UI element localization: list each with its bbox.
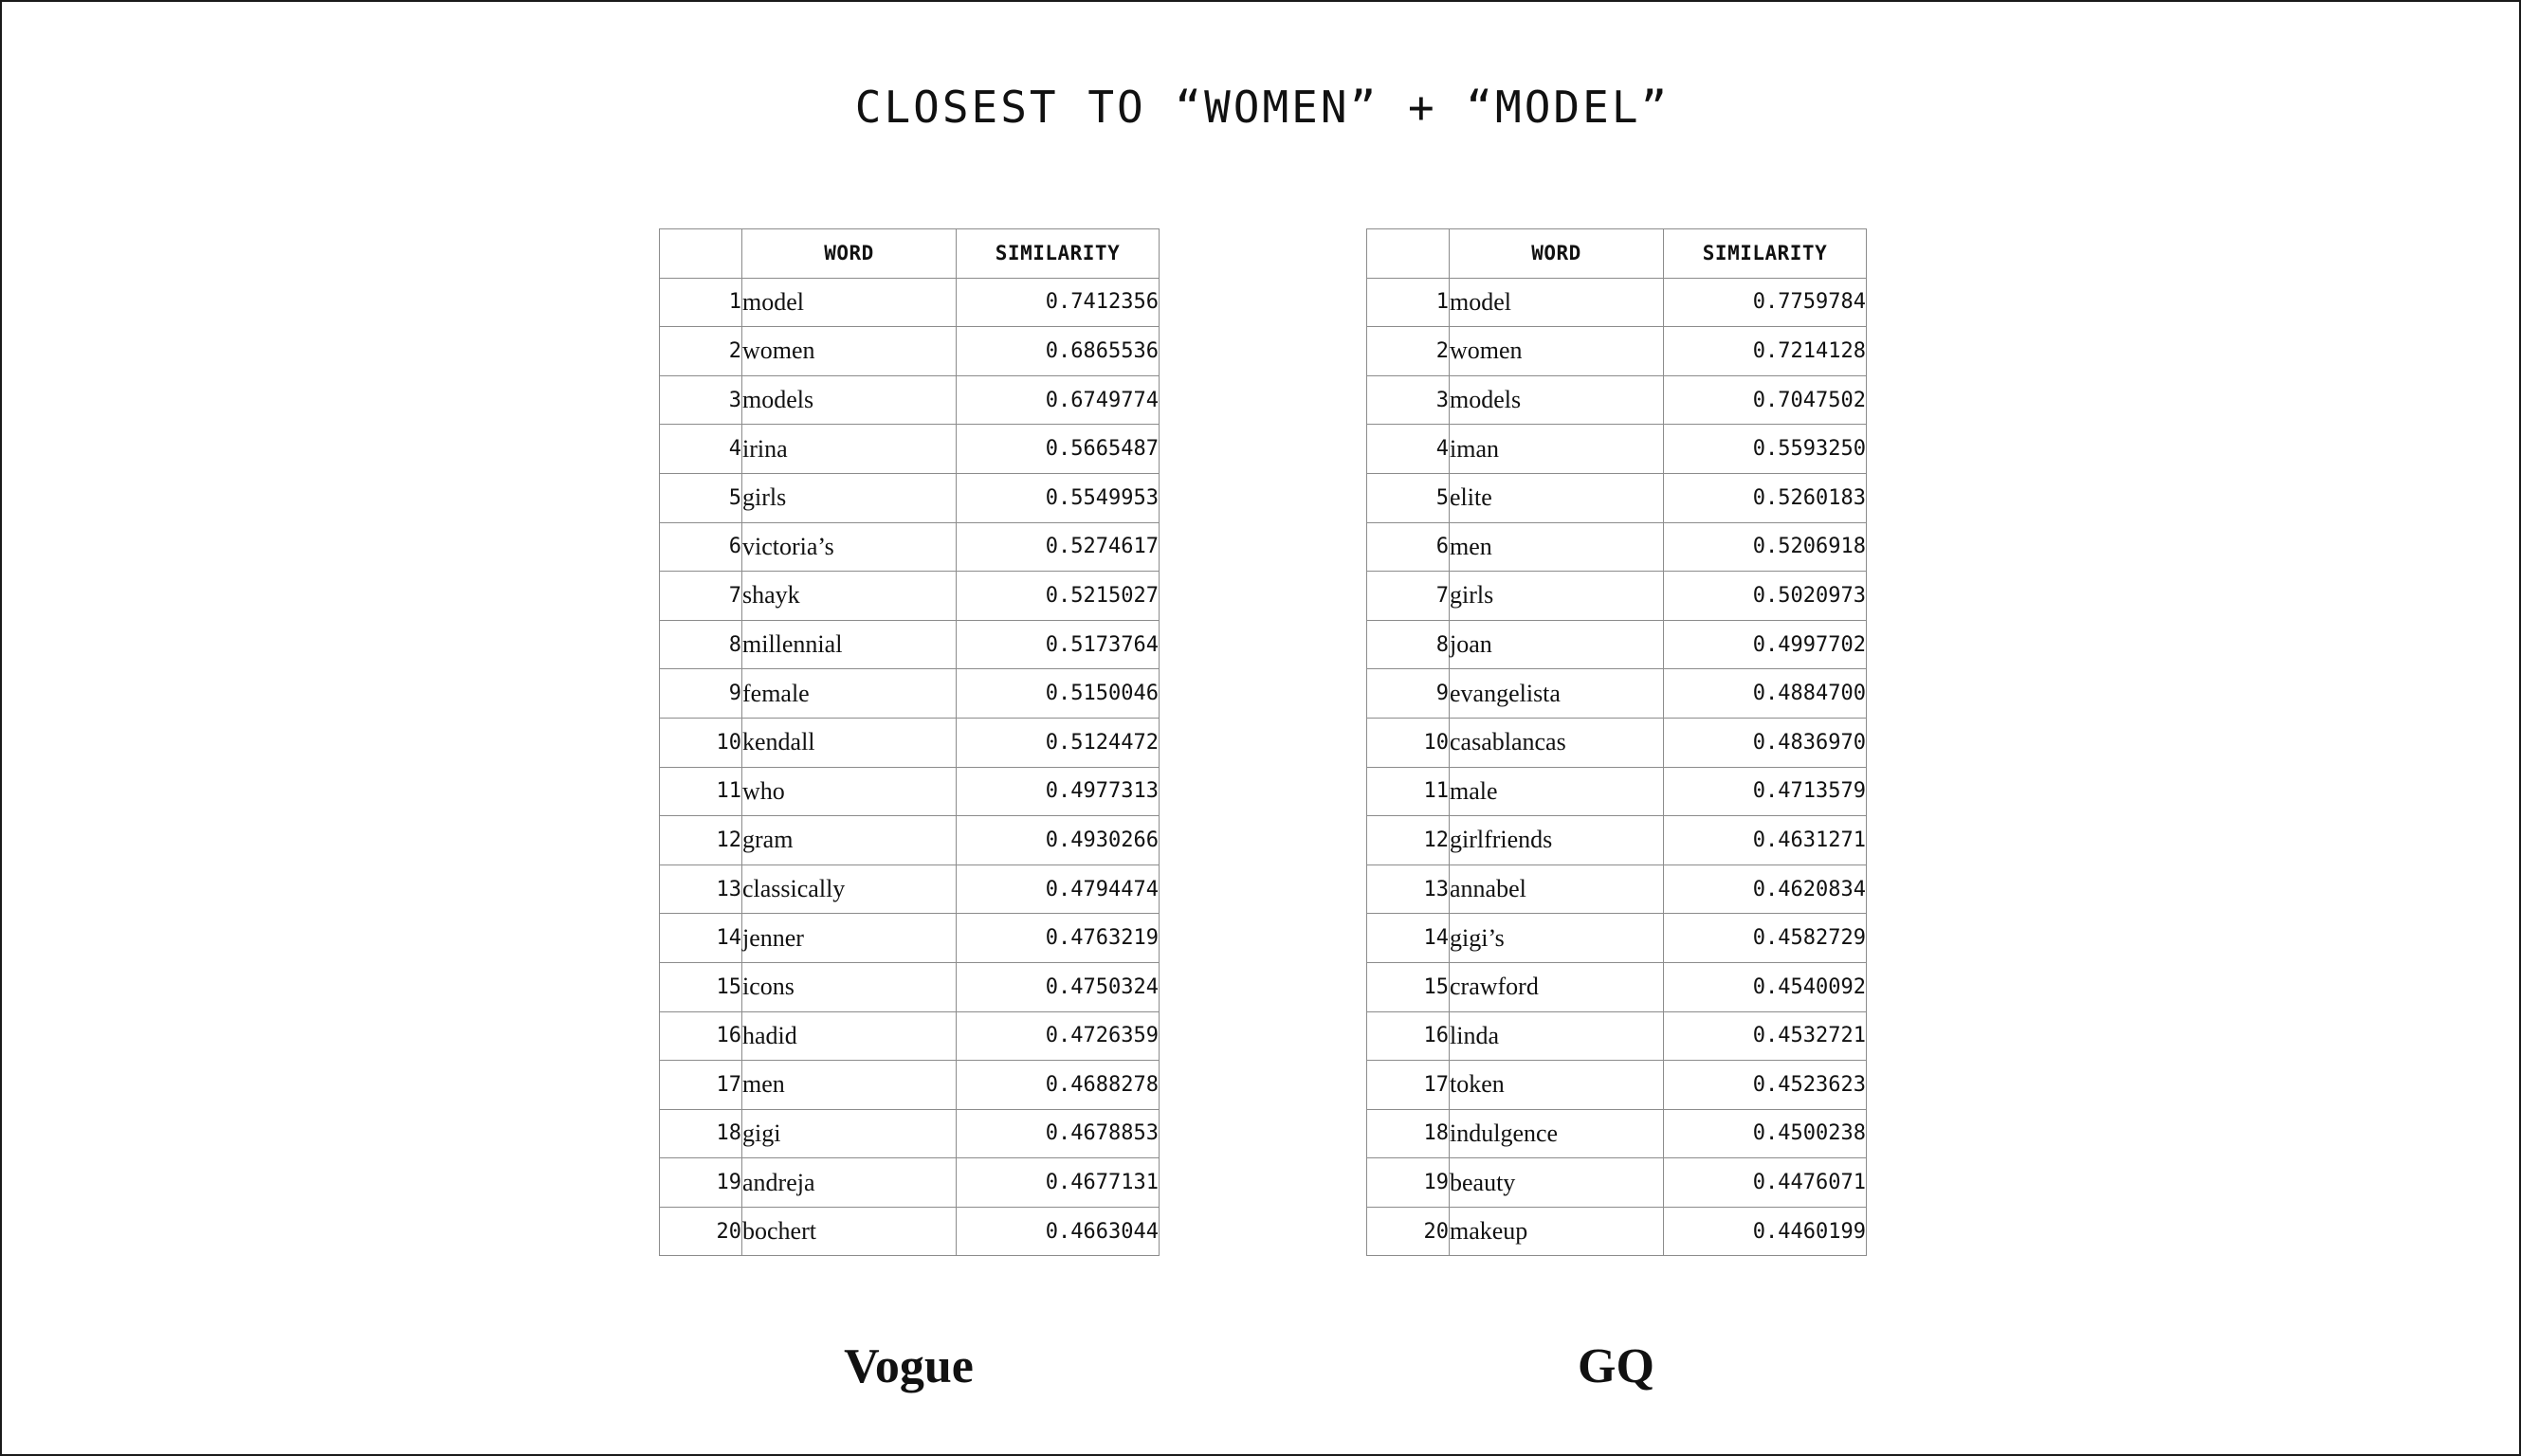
word-cell: women — [742, 327, 957, 376]
rank-cell: 13 — [1367, 864, 1450, 914]
table-row — [660, 327, 1160, 376]
word-cell: bochert — [742, 1207, 957, 1256]
table-row — [1367, 816, 1867, 865]
similarity-cell: 0.4678853 — [957, 1109, 1160, 1158]
rank-cell: 4 — [1367, 425, 1450, 474]
rank-cell: 17 — [660, 1061, 742, 1110]
similarity-cell: 0.5215027 — [957, 572, 1160, 621]
table-row — [1367, 425, 1867, 474]
similarity-column-header: SIMILARITY — [957, 229, 1160, 279]
rank-cell: 10 — [1367, 718, 1450, 767]
word-cell: female — [742, 669, 957, 719]
similarity-cell: 0.5150046 — [957, 669, 1160, 719]
rank-cell: 13 — [660, 864, 742, 914]
rank-cell: 1 — [660, 278, 742, 327]
word-cell: who — [742, 767, 957, 816]
table-row — [1367, 962, 1867, 1011]
word-cell: joan — [1450, 620, 1664, 669]
similarity-cell: 0.4997702 — [1664, 620, 1867, 669]
similarity-cell: 0.4523623 — [1664, 1061, 1867, 1110]
word-cell: gigi’s — [1450, 914, 1664, 963]
word-cell: men — [1450, 522, 1664, 572]
similarity-cell: 0.4930266 — [957, 816, 1160, 865]
chart-title: CLOSEST TO “WOMEN” + “MODEL” — [854, 82, 1671, 133]
table-row — [660, 864, 1160, 914]
rank-cell: 7 — [660, 572, 742, 621]
similarity-column-header: SIMILARITY — [1664, 229, 1867, 279]
table-row — [660, 914, 1160, 963]
rank-cell: 14 — [1367, 914, 1450, 963]
vogue-similarity-table — [659, 228, 1160, 1256]
rank-cell: 9 — [660, 669, 742, 719]
table-row — [1367, 620, 1867, 669]
word-cell: evangelista — [1450, 669, 1664, 719]
rank-cell: 18 — [660, 1109, 742, 1158]
table-row — [1367, 1207, 1867, 1256]
rank-cell: 15 — [660, 962, 742, 1011]
similarity-cell: 0.5260183 — [1664, 473, 1867, 522]
similarity-cell: 0.7759784 — [1664, 278, 1867, 327]
similarity-cell: 0.4476071 — [1664, 1158, 1867, 1208]
word-cell: male — [1450, 767, 1664, 816]
table-row — [660, 1011, 1160, 1061]
rank-cell: 5 — [660, 473, 742, 522]
rank-cell: 6 — [660, 522, 742, 572]
word-cell: makeup — [1450, 1207, 1664, 1256]
similarity-cell: 0.4540092 — [1664, 962, 1867, 1011]
similarity-cell: 0.4582729 — [1664, 914, 1867, 963]
rank-cell: 16 — [660, 1011, 742, 1061]
similarity-cell: 0.4532721 — [1664, 1011, 1867, 1061]
rank-cell: 14 — [660, 914, 742, 963]
word-column-header: WORD — [1450, 229, 1664, 279]
gq-similarity-table — [1366, 228, 1867, 1256]
table-row — [660, 375, 1160, 425]
rank-cell: 6 — [1367, 522, 1450, 572]
word-cell: girlfriends — [1450, 816, 1664, 865]
table-row — [1367, 718, 1867, 767]
table-row — [660, 816, 1160, 865]
similarity-cell: 0.4663044 — [957, 1207, 1160, 1256]
similarity-cell: 0.5020973 — [1664, 572, 1867, 621]
rank-cell: 11 — [660, 767, 742, 816]
table-header-row — [1367, 229, 1867, 279]
word-cell: crawford — [1450, 962, 1664, 1011]
table-row — [1367, 864, 1867, 914]
word-cell: women — [1450, 327, 1664, 376]
word-cell: jenner — [742, 914, 957, 963]
rank-cell: 10 — [660, 718, 742, 767]
rank-cell: 4 — [660, 425, 742, 474]
table-row — [660, 620, 1160, 669]
word-cell: indulgence — [1450, 1109, 1664, 1158]
rank-cell: 11 — [1367, 767, 1450, 816]
word-column-header: WORD — [742, 229, 957, 279]
similarity-cell: 0.4836970 — [1664, 718, 1867, 767]
similarity-cell: 0.6749774 — [957, 375, 1160, 425]
rank-cell: 19 — [1367, 1158, 1450, 1208]
word-cell: gram — [742, 816, 957, 865]
rank-cell: 19 — [660, 1158, 742, 1208]
table-header-row — [660, 229, 1160, 279]
rank-cell: 2 — [1367, 327, 1450, 376]
similarity-cell: 0.4794474 — [957, 864, 1160, 914]
similarity-cell: 0.5173764 — [957, 620, 1160, 669]
table-row — [660, 473, 1160, 522]
word-cell: classically — [742, 864, 957, 914]
similarity-cell: 0.6865536 — [957, 327, 1160, 376]
word-cell: iman — [1450, 425, 1664, 474]
similarity-cell: 0.5274617 — [957, 522, 1160, 572]
similarity-cell: 0.4631271 — [1664, 816, 1867, 865]
similarity-cell: 0.5124472 — [957, 718, 1160, 767]
rank-cell: 8 — [660, 620, 742, 669]
table-row — [1367, 1109, 1867, 1158]
word-cell: models — [742, 375, 957, 425]
rank-cell: 20 — [1367, 1207, 1450, 1256]
table-row — [1367, 278, 1867, 327]
rank-cell: 5 — [1367, 473, 1450, 522]
word-cell: beauty — [1450, 1158, 1664, 1208]
table-row — [660, 425, 1160, 474]
rank-cell: 2 — [660, 327, 742, 376]
word-cell: gigi — [742, 1109, 957, 1158]
similarity-cell: 0.7214128 — [1664, 327, 1867, 376]
similarity-cell: 0.4460199 — [1664, 1207, 1867, 1256]
rank-cell: 9 — [1367, 669, 1450, 719]
rank-column-header — [660, 229, 742, 279]
table-row — [660, 767, 1160, 816]
similarity-cell: 0.4713579 — [1664, 767, 1867, 816]
similarity-cell: 0.5549953 — [957, 473, 1160, 522]
word-cell: andreja — [742, 1158, 957, 1208]
word-cell: girls — [742, 473, 957, 522]
table-row — [1367, 914, 1867, 963]
similarity-cell: 0.4750324 — [957, 962, 1160, 1011]
rank-cell: 8 — [1367, 620, 1450, 669]
similarity-cell: 0.5206918 — [1664, 522, 1867, 572]
vogue-table-label: Vogue — [844, 1339, 974, 1393]
rank-cell: 17 — [1367, 1061, 1450, 1110]
similarity-cell: 0.5593250 — [1664, 425, 1867, 474]
table-row — [660, 522, 1160, 572]
rank-cell: 16 — [1367, 1011, 1450, 1061]
rank-cell: 15 — [1367, 962, 1450, 1011]
table-row — [1367, 669, 1867, 719]
table-row — [660, 718, 1160, 767]
similarity-cell: 0.5665487 — [957, 425, 1160, 474]
similarity-cell: 0.4620834 — [1664, 864, 1867, 914]
similarity-cell: 0.4688278 — [957, 1061, 1160, 1110]
table-row — [1367, 767, 1867, 816]
rank-cell: 3 — [1367, 375, 1450, 425]
word-cell: annabel — [1450, 864, 1664, 914]
table-row — [1367, 522, 1867, 572]
similarity-cell: 0.4500238 — [1664, 1109, 1867, 1158]
table-row — [1367, 572, 1867, 621]
table-row — [660, 572, 1160, 621]
table-row — [1367, 1061, 1867, 1110]
table-row — [660, 278, 1160, 327]
table-row — [660, 962, 1160, 1011]
rank-cell: 18 — [1367, 1109, 1450, 1158]
word-cell: models — [1450, 375, 1664, 425]
rank-cell: 3 — [660, 375, 742, 425]
word-cell: victoria’s — [742, 522, 957, 572]
table-row — [1367, 1011, 1867, 1061]
similarity-cell: 0.4977313 — [957, 767, 1160, 816]
word-cell: hadid — [742, 1011, 957, 1061]
rank-column-header — [1367, 229, 1450, 279]
table-row — [660, 1207, 1160, 1256]
word-cell: shayk — [742, 572, 957, 621]
rank-cell: 20 — [660, 1207, 742, 1256]
word-cell: girls — [1450, 572, 1664, 621]
word-cell: elite — [1450, 473, 1664, 522]
rank-cell: 1 — [1367, 278, 1450, 327]
word-cell: men — [742, 1061, 957, 1110]
word-cell: icons — [742, 962, 957, 1011]
rank-cell: 12 — [1367, 816, 1450, 865]
word-cell: casablancas — [1450, 718, 1664, 767]
word-cell: irina — [742, 425, 957, 474]
word-cell: model — [742, 278, 957, 327]
table-row — [1367, 473, 1867, 522]
table-row — [1367, 1158, 1867, 1208]
rank-cell: 12 — [660, 816, 742, 865]
table-row — [660, 1061, 1160, 1110]
rank-cell: 7 — [1367, 572, 1450, 621]
similarity-cell: 0.4763219 — [957, 914, 1160, 963]
similarity-cell: 0.4884700 — [1664, 669, 1867, 719]
table-row — [660, 669, 1160, 719]
word-cell: millennial — [742, 620, 957, 669]
table-row — [660, 1158, 1160, 1208]
word-cell: token — [1450, 1061, 1664, 1110]
word-cell: model — [1450, 278, 1664, 327]
similarity-cell: 0.7047502 — [1664, 375, 1867, 425]
similarity-cell: 0.4726359 — [957, 1011, 1160, 1061]
table-row — [1367, 327, 1867, 376]
word-cell: linda — [1450, 1011, 1664, 1061]
table-row — [660, 1109, 1160, 1158]
gq-table-label: GQ — [1578, 1339, 1654, 1393]
similarity-cell: 0.4677131 — [957, 1158, 1160, 1208]
similarity-cell: 0.7412356 — [957, 278, 1160, 327]
table-row — [1367, 375, 1867, 425]
word-cell: kendall — [742, 718, 957, 767]
